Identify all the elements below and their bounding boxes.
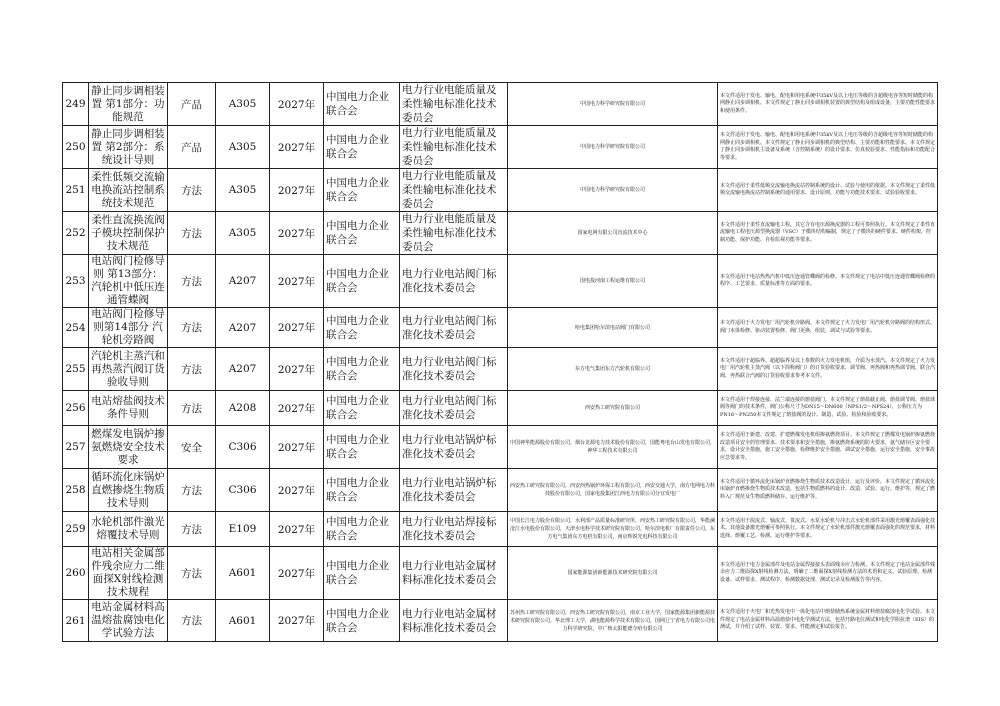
cell-name: 静止同步调相装置 第2部分：系统设计导则 — [89, 126, 168, 169]
cell-code: C306 — [216, 469, 270, 512]
cell-org: 中国电力企业联合会 — [324, 169, 400, 212]
cell-draft: 东方电气集团东方汽轮机有限公司 — [508, 348, 718, 391]
standards-table — [62, 82, 938, 642]
table-row — [63, 600, 938, 642]
table-row — [63, 547, 938, 600]
cell-type: 方法 — [168, 512, 216, 547]
cell-org: 中国电力企业联合会 — [324, 212, 400, 255]
cell-year: 2027年 — [270, 391, 324, 426]
cell-draft: 西安热工研究院有限公司，西安西热锅炉环保工程有限公司，西安交通大学，南方电网电力科技股份有限公司，国家电投集团江西电力有限公司分宜发电厂 — [508, 469, 718, 512]
cell-type: 安全 — [168, 426, 216, 469]
cell-year: 2027年 — [270, 426, 324, 469]
cell-no: 257 — [63, 426, 89, 469]
cell-name: 电站熔盐阀技术条件导则 — [89, 391, 168, 426]
cell-type: 方法 — [168, 308, 216, 348]
cell-draft: 国家能源集团新能源技术研究院有限公司 — [508, 547, 718, 600]
cell-org: 中国电力企业联合会 — [324, 469, 400, 512]
cell-name: 水轮机部件激光熔覆技术导则 — [89, 512, 168, 547]
cell-tc: 电力行业电能质量及柔性输电标准化技术委员会 — [400, 212, 508, 255]
cell-name: 电站阀门检修导则 第13部分：汽轮机中低压连通管蝶阀 — [89, 255, 168, 308]
cell-type: 产品 — [168, 126, 216, 169]
cell-name: 静止同步调相装置 第1部分：功能规范 — [89, 83, 168, 126]
cell-no: 254 — [63, 308, 89, 348]
cell-type: 产品 — [168, 83, 216, 126]
cell-org: 中国电力企业联合会 — [324, 348, 400, 391]
cell-type: 方法 — [168, 348, 216, 391]
cell-tc: 电力行业电站焊接标准化技术委员会 — [400, 512, 508, 547]
cell-code: E109 — [216, 512, 270, 547]
cell-org: 中国电力企业联合会 — [324, 426, 400, 469]
table-row — [63, 212, 938, 255]
cell-scope: 本文件适用于混流式、轴流式、贯流式、水泵水轮机与冲击式水轮机部件采用激光熔覆表面强化技术。其他设备激光熔覆可参照执行。本文件规定了水轮机部件激光熔覆表面强化的规范要求，材料选择、熔覆工艺、检测、运行维护等要求。 — [718, 512, 938, 547]
table-row — [63, 308, 938, 348]
cell-type: 方法 — [168, 255, 216, 308]
cell-year: 2027年 — [270, 348, 324, 391]
cell-year: 2027年 — [270, 126, 324, 169]
cell-draft: 中国长江电力股份有限公司，水利部产品质量标准研究所，西安热工研究院有限公司，华能澜沧江水电股份有限公司，天津水电科学技术研究院有限公司，哈尔滨电机厂有限责任公司，东方电气集团东方电机有限公司，南京辉锐光电科技有限公司 — [508, 512, 718, 547]
cell-name: 柔性直流换流阀子模块控制保护技术规范 — [89, 212, 168, 255]
cell-org: 中国电力企业联合会 — [324, 391, 400, 426]
cell-year: 2027年 — [270, 469, 324, 512]
table-row — [63, 169, 938, 212]
cell-scope: 本文件适用于发电、输电、配电和用电系统中35kV及以上电压等级的含超级电容等短时储能的构网静止同步调相机。本文件规定了静止同步调相机装置的典型结构及组成设备，主要功能性能要求和使用条件。 — [718, 83, 938, 126]
cell-year: 2027年 — [270, 308, 324, 348]
cell-type: 方法 — [168, 391, 216, 426]
cell-no: 249 — [63, 83, 89, 126]
cell-tc: 电力行业电站阀门标准化技术委员会 — [400, 348, 508, 391]
cell-tc: 电力行业电站阀门标准化技术委员会 — [400, 255, 508, 308]
cell-scope: 本文件适用于电站热热汽机中低压连通管蝶阀的检修。本文件规定了电站中低压连通管蝶阀检修的程序、工艺要求、质量标准等方面的要求。 — [718, 255, 938, 308]
cell-no: 260 — [63, 547, 89, 600]
cell-code: A208 — [216, 391, 270, 426]
cell-no: 252 — [63, 212, 89, 255]
cell-draft: 国电投河南工程运维有限公司 — [508, 255, 718, 308]
cell-draft: 西安热工研究院有限公司 — [508, 391, 718, 426]
cell-no: 261 — [63, 600, 89, 642]
cell-scope: 本文件适用于柔性低频交流输电换流站控制系统的设计、试验与使用的依据。本文件规定了柔性低频交流输电换流站控制系统的通用要求、设计原则、功能与功能技术要求、试验验收要求。 — [718, 169, 938, 212]
cell-name: 电站阀门检修导则第14部分 汽轮机旁路阀 — [89, 308, 168, 348]
cell-draft: 国家电网有限公司直流技术中心 — [508, 212, 718, 255]
cell-org: 中国电力企业联合会 — [324, 600, 400, 642]
cell-tc: 电力行业电站金属材料标准化技术委员会 — [400, 600, 508, 642]
cell-scope: 本文件适用于火电厂和光热发电中一体化电站中熔盐储热系统金属材料熔盐腐蚀电化学试验。本文件规定了电站金属材料高温熔盐中电化学测试方法，包括开路电位测试和电化学阻抗谱（EIS）的测试，并介绍了试样、装置、要求、性能测定和试验报告。 — [718, 600, 938, 642]
cell-code: A207 — [216, 255, 270, 308]
cell-name: 循环流化床锅炉直燃掺烧生物质技术导则 — [89, 469, 168, 512]
cell-org: 中国电力企业联合会 — [324, 512, 400, 547]
cell-type: 方法 — [168, 469, 216, 512]
cell-draft: 哈电集团哈尔滨电站阀门有限公司 — [508, 308, 718, 348]
cell-scope: 本文件适用于发电、输电、配电和用电系统中35kV及以上电压等级的含超级电容等短时储能的构网静止同步调相机。本文件规定了静止同步调相机的典型结构、主要功能和性能要求。本文件规定了静止同步调相机主设备及系统（含控制系统）的设计要求、仿真校验要求、性能指标和功能配合等要求。 — [718, 126, 938, 169]
cell-scope: 本文件适用于新建、改建、扩建燃煤发电机组掺氨燃烧项目。本文件规定了燃煤发电锅炉掺氨燃烧改造项目安全的管理要求、技术要求和安全措施，掺氨燃烧系统的防火要求，氨气储存区安全要求，设计安全措施，施工安全措施，检修维护安全措施，调试安全措施，运行安全措施，安全事故应急要求等。 — [718, 426, 938, 469]
cell-name: 燃煤发电锅炉掺氨燃烧安全技术要求 — [89, 426, 168, 469]
cell-tc: 电力行业电站锅炉标准化技术委员会 — [400, 469, 508, 512]
cell-draft: 苏州热工研究院有限公司，西安热工研究院有限公司，南京工业大学，国家能源集团新能源技术研究院有限公司，华北理工大学，湖电能源科学技术有限公司，国网辽宁省电力有限公司电力科学研究院，中广核太阳能德令哈有限公司 — [508, 600, 718, 642]
cell-year: 2027年 — [270, 255, 324, 308]
cell-name: 电站金属材料高温熔盐腐蚀电化学试验方法 — [89, 600, 168, 642]
cell-year: 2027年 — [270, 83, 324, 126]
cell-no: 256 — [63, 391, 89, 426]
cell-type: 方法 — [168, 547, 216, 600]
table-row — [63, 83, 938, 126]
cell-org: 中国电力企业联合会 — [324, 255, 400, 308]
cell-tc: 电力行业电能质量及柔性输电标准化技术委员会 — [400, 169, 508, 212]
cell-draft: 中国电力科学研究院有限公司 — [508, 126, 718, 169]
cell-tc: 电力行业电站阀门标准化技术委员会 — [400, 308, 508, 348]
table-row — [63, 348, 938, 391]
cell-tc: 电力行业电能质量及柔性输电标准化技术委员会 — [400, 126, 508, 169]
cell-scope: 本文件适用于电力金属部件及电站金属焊接接头表面残余应力检测。本文件规定了电站金属部件残余应力二维面探X射线检测方法，明确了二维面探X射线检测方法的术语和定义、试验原理、检测设备、试样要求、测试程序、检测数据处理、测试记录及检测报告等内容。 — [718, 547, 938, 600]
cell-name: 电站相关金属部件残余应力二维面探X射线检测技术规程 — [89, 547, 168, 600]
table-row — [63, 255, 938, 308]
table-row — [63, 126, 938, 169]
cell-no: 253 — [63, 255, 89, 308]
cell-name: 汽轮机主蒸汽和再热蒸汽阀订货验收导则 — [89, 348, 168, 391]
table-row — [63, 426, 938, 469]
cell-code: A305 — [216, 212, 270, 255]
cell-code: A305 — [216, 83, 270, 126]
cell-no: 258 — [63, 469, 89, 512]
cell-code: C306 — [216, 426, 270, 469]
cell-year: 2027年 — [270, 547, 324, 600]
cell-scope: 本文件适用于超临界、超超临界及以上参数的火力发电机组，介质为水蒸汽。本文件规定了火力发电厂用汽轮机主蒸汽阀（以下简称阀门）的订货验收要求，调节阀、再热阀和再热调节阀、联合汽阀、再热联合汽阀的订货验收要求参考本文件。 — [718, 348, 938, 391]
cell-scope: 本文件适用于循环流化床锅炉直燃掺烧生物质技术改造设计、运行及评价。本文件规定了循环流化床锅炉直燃掺烧生物质技术改造，包括生物质燃料的设计、改造、试验、运行、维护等，规定了燃料入厂规范及生物质燃料储存、运行维护等。 — [718, 469, 938, 512]
cell-no: 255 — [63, 348, 89, 391]
cell-type: 方法 — [168, 169, 216, 212]
cell-type: 方法 — [168, 600, 216, 642]
table-row — [63, 469, 938, 512]
cell-draft: 中国电力科学研究院有限公司 — [508, 83, 718, 126]
table-row — [63, 391, 938, 426]
cell-org: 中国电力企业联合会 — [324, 547, 400, 600]
cell-code: A601 — [216, 600, 270, 642]
cell-year: 2027年 — [270, 600, 324, 642]
cell-org: 中国电力企业联合会 — [324, 308, 400, 348]
cell-year: 2027年 — [270, 169, 324, 212]
cell-code: A207 — [216, 348, 270, 391]
cell-org: 中国电力企业联合会 — [324, 83, 400, 126]
cell-scope: 本文件适用于焊接连接、法兰端连接的熔盐阀门。本文件规定了熔盐截止阀、熔盐调节阀、熔盐球阀等阀门的技术条件，阀门公称尺寸为DN15～DN600（NPS1/2～NPS24），公称压力为PN16～PN250本文件规定了熔盐阀的设计、制造、试验、检验和验收要求。 — [718, 391, 938, 426]
cell-no: 251 — [63, 169, 89, 212]
cell-code: A207 — [216, 308, 270, 348]
table-row — [63, 512, 938, 547]
cell-code: A305 — [216, 169, 270, 212]
cell-no: 250 — [63, 126, 89, 169]
cell-name: 柔性低频交流输电换流站控制系统技术规范 — [89, 169, 168, 212]
cell-draft: 中国神华能源股份有限公司，烟台龙源电力技术股份有限公司，国能粤电台山发电有限公司，神华工程技术有限公司 — [508, 426, 718, 469]
cell-code: A305 — [216, 126, 270, 169]
cell-tc: 电力行业电站锅炉标准化技术委员会 — [400, 426, 508, 469]
cell-scope: 本文件适用于柔性直流输电工程，其它含有电压源换流器的工程可参照执行。本文件规定了柔性直流输电工程电压源型换流器（VSC）子模块结构编制，规定了子模块的硬件要求、硬件构架、控制功能、保护功能、自检监视功能等要求。 — [718, 212, 938, 255]
cell-scope: 本文件适用于火力发电厂用汽轮机旁路阀。本文件规定了火力发电厂用汽轮机旁路阀的结构形式、阀门本体检修、驱动装置检修、阀门更换、组装、调试与试验等要求。 — [718, 308, 938, 348]
cell-type: 方法 — [168, 212, 216, 255]
cell-no: 259 — [63, 512, 89, 547]
cell-year: 2027年 — [270, 212, 324, 255]
cell-org: 中国电力企业联合会 — [324, 126, 400, 169]
cell-tc: 电力行业电站阀门标准化技术委员会 — [400, 391, 508, 426]
cell-tc: 电力行业电能质量及柔性输电标准化技术委员会 — [400, 83, 508, 126]
cell-year: 2027年 — [270, 512, 324, 547]
cell-draft: 中国电力科学研究院有限公司 — [508, 169, 718, 212]
cell-code: A601 — [216, 547, 270, 600]
cell-tc: 电力行业电站金属材料标准化技术委员会 — [400, 547, 508, 600]
